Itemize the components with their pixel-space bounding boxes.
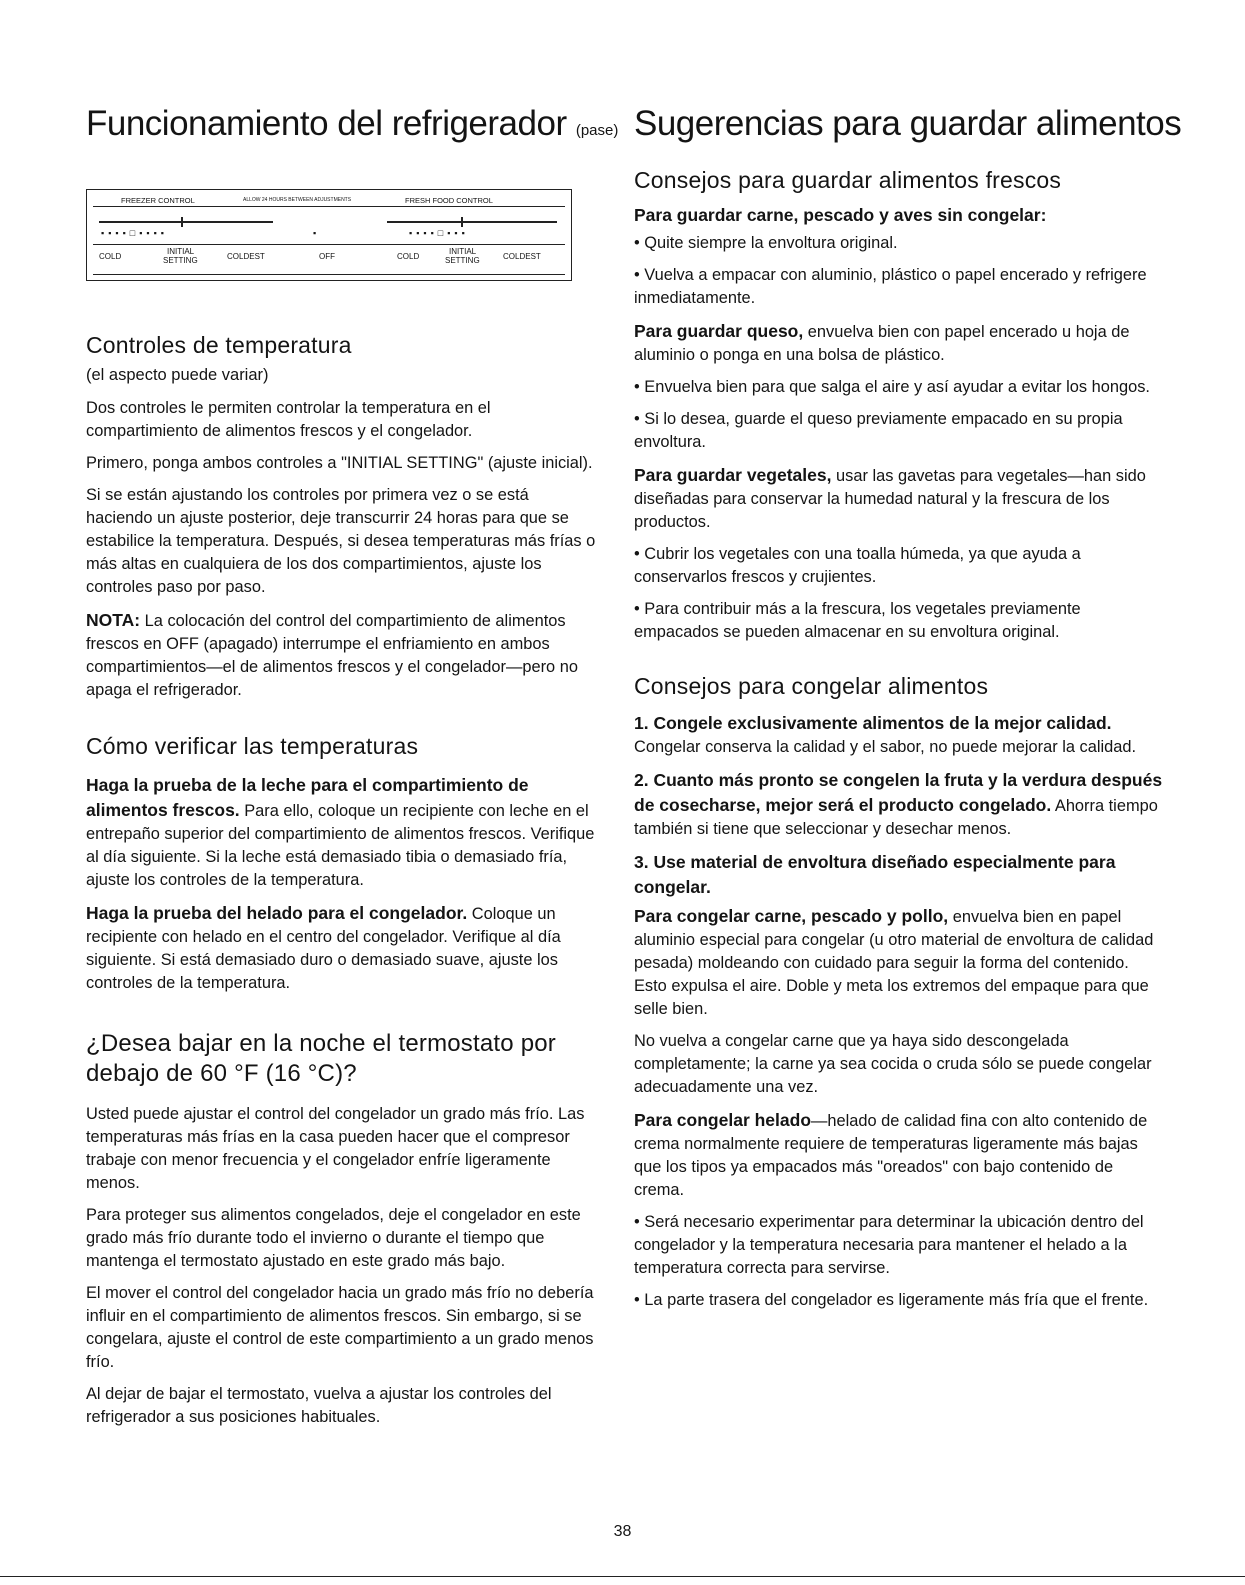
freezer-setting-label: SETTING: [163, 256, 198, 265]
fresh-storage-heading: Consejos para guardar alimentos frescos: [634, 167, 1062, 193]
vegetables-text: usar las gavetas para vegetales—han sido diseñadas para conservar la humedad natural y la frescura de los productos.: [634, 467, 1146, 531]
page-title-left: [86, 102, 619, 153]
fresh-initial-label: INITIAL: [449, 247, 477, 256]
controls-paragraph-2: Primero, ponga ambos controles a "INITIAL SETTING" (ajuste inicial).: [86, 454, 593, 472]
tip-2-paragraph: [634, 768, 1166, 841]
off-tick: ▪: [313, 228, 321, 238]
page-title-right: Sugerencias para guardar alimentos: [634, 104, 1182, 143]
ice-cream-paragraph: [634, 1108, 1166, 1202]
cheese-text: envuelva bien con papel encerado u hoja de aluminio o ponga en una bolsa de plástico.: [634, 323, 1130, 364]
meat-storage-bold: Para guardar carne, pescado y aves sin congelar:: [634, 205, 1047, 225]
cheese-bullet-2: • Si lo desea, guarde el queso previamente empacado en su propia envoltura.: [634, 410, 1123, 451]
ice-cream-test-text: Coloque un recipiente con helado en el centro del congelador. Verifique al día siguiente. Si está demasiado duro o demasiado suave, ajuste los controles de la temperatura.: [86, 905, 561, 992]
right-column: [634, 102, 1182, 1321]
cheese-bold: Para guardar queso,: [634, 321, 804, 341]
fresh-setting-label: SETTING: [445, 256, 480, 265]
controls-subheading: (el aspecto puede variar): [86, 366, 269, 384]
fresh-food-ticks: ▪▪▪▪□▪▪▪: [409, 228, 469, 238]
controls-paragraph-3: Si se están ajustando los controles por primera vez o se está haciendo un ajuste posterior, deje transcurrir 24 horas para que se estabilice la temperatura. Después, si desea temperaturas más frías o más altas en cualquiera de los dos compartimientos, ajuste los controles paso por paso.: [86, 486, 596, 596]
freeze-meat-paragraph: [634, 904, 1166, 1021]
milk-test-text: Para ello, coloque un recipiente con leche en el entrepaño superior del compartimiento de alimentos frescos. Verifique al día siguiente. Si la leche está demasiado tibia o demasiado fría, ajuste los controles de la temperatura.: [86, 802, 595, 889]
ice-cream-bold: Para congelar helado: [634, 1110, 812, 1130]
milk-test-bold: Haga la prueba de la leche para el compartimiento de alimentos frescos.: [86, 775, 529, 820]
cheese-paragraph: [634, 319, 1166, 367]
tip-2-text: Ahorra tiempo también si tiene que seleccionar y desechar menos.: [634, 797, 1158, 838]
tip-1-bold: 1. Congele exclusivamente alimentos de la mejor calidad.: [634, 713, 1112, 733]
fresh-cold-label: COLD: [397, 252, 420, 261]
thermostat-heading: ¿Desea bajar en la noche el termostato por debajo de 60 °F (16 °C)?: [86, 1030, 556, 1087]
nota-label: NOTA:: [86, 610, 141, 630]
freezer-coldest-label: COLDEST: [227, 252, 265, 261]
title-text: Funcionamiento del refrigerador: [86, 104, 567, 143]
tip-1-paragraph: [634, 711, 1166, 759]
freezer-ticks: ▪▪▪▪□▪▪▪▪: [101, 228, 168, 238]
verify-heading: Cómo verificar las temperaturas: [86, 733, 419, 759]
thermostat-paragraph-2: Para proteger sus alimentos congelados, deje el congelador en este grado más frío durante todo el invierno o durante el tiempo que mantenga el termostato ajustado en este grado más bajo.: [86, 1206, 581, 1270]
fresh-coldest-label: COLDEST: [503, 252, 541, 261]
tip-3-bold: 3. Use material de envoltura diseñado especialmente para congelar.: [634, 852, 1116, 897]
vegetables-bullet-2: • Para contribuir más a la frescura, los vegetales previamente empacados se pueden almacenar en su envoltura original.: [634, 600, 1081, 641]
page-number: 38: [613, 1523, 632, 1540]
tip-2-bold: 2. Cuanto más pronto se congelen la fruta y la verdura después de cosecharse, mejor será el producto congelado.: [634, 770, 1163, 815]
controls-paragraph-1: Dos controles le permiten controlar la temperatura en el compartimiento de alimentos frescos y el congelador.: [86, 399, 491, 440]
milk-test-paragraph: [86, 773, 598, 892]
bottom-rule: [0, 1576, 1245, 1577]
tip-1-text: Congelar conserva la calidad y el sabor, no puede mejorar la calidad.: [634, 738, 1137, 756]
ice-cream-bullet-1: • Será necesario experimentar para determinar la ubicación dentro del congelador y la temperatura necesaria para mantener el helado a la temperatura correcta para servirse.: [634, 1213, 1144, 1277]
ice-cream-bullet-2: • La parte trasera del congelador es ligeramente más fría que el frente.: [634, 1291, 1149, 1309]
title-suffix: (pase): [575, 122, 619, 139]
freezer-slider[interactable]: [99, 221, 273, 223]
nota-paragraph: [86, 608, 598, 702]
ice-cream-text: —helado de calidad fina con alto contenido de crema normalmente requiere de temperaturas ligeramente más bajas que los tipos ya empacados más "oreados" con bajo contenido de crema.: [634, 1112, 1148, 1199]
fresh-food-control-label: FRESH FOOD CONTROL: [405, 196, 493, 205]
panel-top-labels: [93, 195, 565, 207]
thermostat-paragraph-1: Usted puede ajustar el control del congelador un grado más frío. Las temperaturas más frías en la casa pueden hacer que el compresor trabaje con menor frecuencia y el congelador enfríe ligeramente menos.: [86, 1105, 585, 1192]
freeze-meat-bold: Para congelar carne, pescado y pollo,: [634, 906, 949, 926]
fresh-food-slider[interactable]: [387, 221, 557, 223]
control-panel-diagram: [86, 189, 572, 281]
adjust-note: ALLOW 24 HOURS BETWEEN ADJUSTMENTS: [243, 197, 352, 203]
meat-bullet-1: • Quite siempre la envoltura original.: [634, 234, 898, 252]
controls-heading: Controles de temperatura: [86, 332, 352, 358]
vegetables-bold: Para guardar vegetales,: [634, 465, 832, 485]
ice-cream-test-paragraph: [86, 901, 598, 995]
freezer-cold-label: COLD: [99, 252, 122, 261]
meat-bullet-2: • Vuelva a empacar con aluminio, plástico o papel encerado y refrigere inmediatamente.: [634, 266, 1147, 307]
freezer-control-label: FREEZER CONTROL: [121, 196, 195, 205]
vegetables-bullet-1: • Cubrir los vegetales con una toalla húmeda, ya que ayuda a conservarlos frescos y crujientes.: [634, 545, 1081, 586]
off-label: OFF: [319, 252, 335, 261]
thermostat-paragraph-3: El mover el control del congelador hacia un grado más frío no debería influir en el compartimiento de alimentos frescos. Sin embargo, si se congelara, ajuste el control de este compartimiento a un grado menos frío.: [86, 1284, 594, 1371]
thermostat-paragraph-4: Al dejar de bajar el termostato, vuelva a ajustar los controles del refrigerador a sus posiciones habituales.: [86, 1385, 552, 1426]
ice-cream-test-bold: Haga la prueba del helado para el congelador.: [86, 903, 468, 923]
left-column: [86, 102, 619, 1438]
cheese-bullet-1: • Envuelva bien para que salga el aire y así ayudar a evitar los hongos.: [634, 378, 1150, 396]
vegetables-paragraph: [634, 463, 1166, 534]
refreeze-paragraph: No vuelva a congelar carne que ya haya sido descongelada completamente; la carne ya sea cocida o cruda sólo se puede congelar adecuadamente una vez.: [634, 1032, 1152, 1096]
freezer-initial-label: INITIAL: [167, 247, 195, 256]
nota-text: La colocación del control del compartimiento de alimentos frescos en OFF (apagado) interrumpe el enfriamiento en ambos compartimientos—el de alimentos frescos y el congelador—pero no apaga el refrigerador.: [86, 612, 578, 699]
freezing-heading: Consejos para congelar alimentos: [634, 673, 989, 699]
freeze-meat-text: envuelva bien en papel aluminio especial para congelar (u otro material de envoltura de calidad pesada) moldeando con cuidado para seguir la forma del contenido. Esto expulsa el aire. Doble y meta los extremos del empaque para que selle bien.: [634, 908, 1154, 1018]
